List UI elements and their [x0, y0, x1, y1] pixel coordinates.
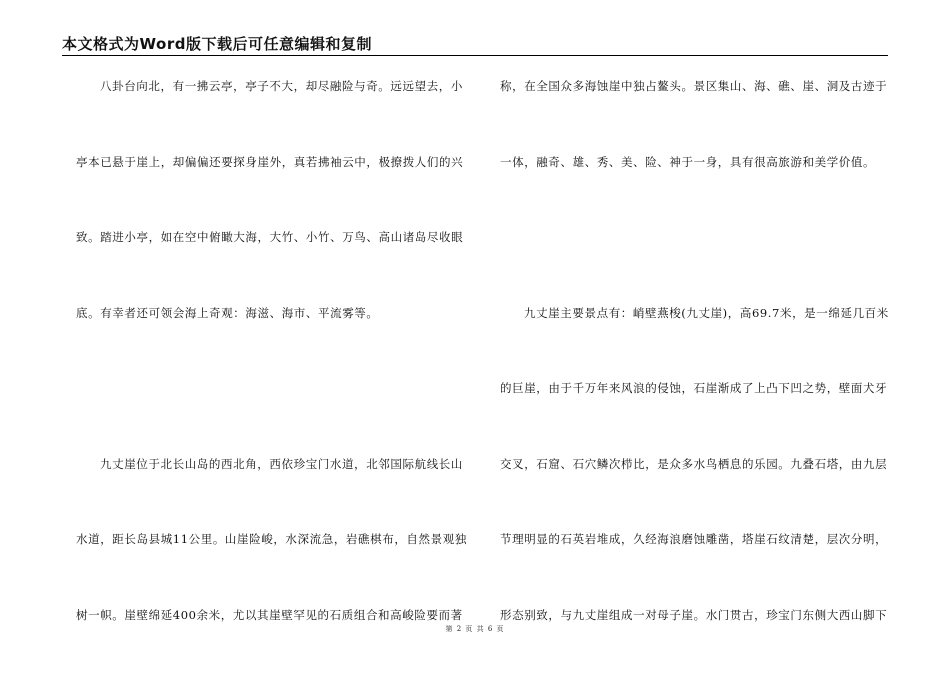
paragraph-line: 致。踏进小亭，如在空中俯瞰大海，大竹、小竹、万鸟、高山诸岛尽收眼 — [76, 229, 463, 305]
paragraph-line: 底。有幸者还可领会海上奇观：海滋、海市、平流雾等。 — [76, 305, 463, 381]
header-divider — [62, 55, 888, 56]
paragraph-line: 树一帜。崖壁绵延400余米，尤以其崖壁罕见的石质组合和高峻险要而著 — [76, 607, 463, 682]
paragraph-line: 的巨崖，由于千万年来风浪的侵蚀，石崖渐成了上凸下凹之势，壁面犬牙 — [500, 380, 887, 456]
paragraph-line: 九丈崖位于北长山岛的西北角，西依珍宝门水道，北邻国际航线长山 — [76, 456, 463, 532]
document-header-title: 本文格式为Word版下载后可任意编辑和复制 — [62, 33, 372, 54]
right-text-column — [500, 78, 887, 682]
paragraph-line: 节理明显的石英岩堆成，久经海浪磨蚀雕凿，塔崖石纹清楚，层次分明， — [500, 531, 887, 607]
page-number-footer: 第 2 页 共 6 页 — [0, 624, 950, 634]
paragraph-line: 亭本已悬于崖上，却偏偏还要探身崖外，真若拂袖云中，极撩拨人们的兴 — [76, 154, 463, 230]
paragraph-line: 交叉，石窟、石穴鳞次栉比，是众多水鸟栖息的乐园。九叠石塔，由九层 — [500, 456, 887, 532]
paragraph-line: 八卦台向北，有一拂云亭，亭子不大，却尽融险与奇。远远望去，小 — [76, 78, 463, 154]
paragraph-line: 称，在全国众多海蚀崖中独占鳌头。景区集山、海、礁、崖、洞及古迹于 — [500, 78, 887, 154]
blank-line — [500, 229, 887, 305]
paragraph-line: 一体，融奇、雄、秀、美、险、神于一身，具有很高旅游和美学价值。 — [500, 154, 887, 230]
blank-line — [76, 380, 463, 456]
paragraph-line: 水道，距长岛县城11公里。山崖险峻，水深流急，岩礁棋布，自然景观独 — [76, 531, 463, 607]
left-text-column — [76, 78, 463, 682]
paragraph-line: 形态别致，与九丈崖组成一对母子崖。水门贯古，珍宝门东侧大西山脚下 — [500, 607, 887, 682]
paragraph-line: 九丈崖主要景点有：峭壁燕梭(九丈崖)，高69.7米，是一绵延几百米 — [500, 305, 887, 381]
